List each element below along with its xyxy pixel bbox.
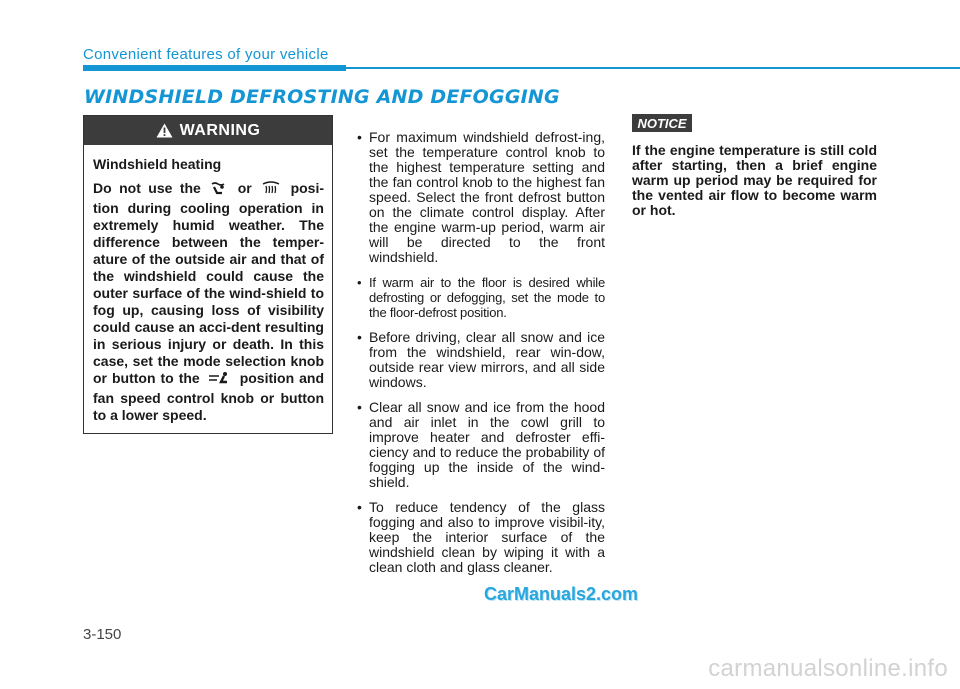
warning-text-part: Do not use the <box>93 180 201 196</box>
warning-text-part: or <box>237 180 252 196</box>
list-item <box>355 330 605 390</box>
warning-text-part: posi-tion during cooling operation in extremely humid weather. The difference between the temper-ature of the outside air and that of the windshield could cause the outer surface of the wind-shield to fog up, causing loss of visibility could cause an acci-dent resulting in serious injury or death. In this case, set the mode selection knob or button to the <box>93 180 325 386</box>
watermark-link[interactable]: CarManuals2.com <box>484 584 639 604</box>
warning-header <box>84 116 332 145</box>
warning-subtitle: Windshield heating <box>93 156 222 172</box>
list-item-text: If warm air to the floor is desired while defrosting or defogging, set the mode to the floor-defrost position. <box>369 275 605 320</box>
warning-text-part: position and fan speed control knob or button to a lower speed. <box>93 370 325 423</box>
page-heading: WINDSHIELD DEFROSTING AND DEFOGGING <box>84 86 560 108</box>
bullet-icon: • <box>357 275 362 290</box>
defrost-mode-icon <box>261 181 281 200</box>
warning-box <box>83 115 333 434</box>
list-item-text: Before driving, clear all snow and ice from the windshield, rear win-dow, outside rear view mirrors, and all side windows. <box>369 329 605 390</box>
warning-text <box>93 180 324 424</box>
list-item <box>355 500 605 575</box>
bullet-icon: • <box>357 499 362 515</box>
bullet-icon: • <box>357 329 362 345</box>
warning-label: WARNING <box>179 121 261 139</box>
header-rule <box>346 67 960 69</box>
page-number: 3-150 <box>83 626 122 643</box>
list-item-text: To reduce tendency of the glass fogging and also to improve visibil-ity, keep the interior surface of the windshield clean by wiping it with a clean cloth and glass cleaner. <box>369 499 605 575</box>
list-item <box>355 400 605 490</box>
notice-badge: NOTICE <box>632 114 692 132</box>
instructions-column <box>355 130 605 585</box>
header-rule-accent <box>83 65 346 71</box>
warning-triangle-icon <box>156 123 173 138</box>
floor-defrost-mode-icon <box>210 181 228 200</box>
bullet-icon: • <box>357 399 362 415</box>
face-vent-mode-icon <box>207 371 233 390</box>
instructions-list <box>355 130 605 575</box>
section-title: Convenient features of your vehicle <box>83 46 329 63</box>
watermark: carmanualsonline.info <box>708 655 948 682</box>
list-item <box>355 275 605 320</box>
list-item-text: Clear all snow and ice from the hood and air inlet in the cowl grill to improve heater and defroster effi-ciency and to reduce the probability of fogging up the inside of the wind-shield. <box>369 399 605 490</box>
notice-text: If the engine temperature is still cold after starting, then a brief engine warm up period may be required for the vented air flow to become warm or hot. <box>632 142 877 218</box>
list-item <box>355 130 605 265</box>
list-item-text: For maximum windshield defrost-ing, set the temperature control knob to the highest temperature setting and the fan control knob to the highest fan speed. Select the front defrost button on the climate control display. After the engine warm-up period, warm air will be directed to the front windshield. <box>369 129 605 265</box>
warning-body <box>84 145 332 424</box>
bullet-icon: • <box>357 129 362 145</box>
